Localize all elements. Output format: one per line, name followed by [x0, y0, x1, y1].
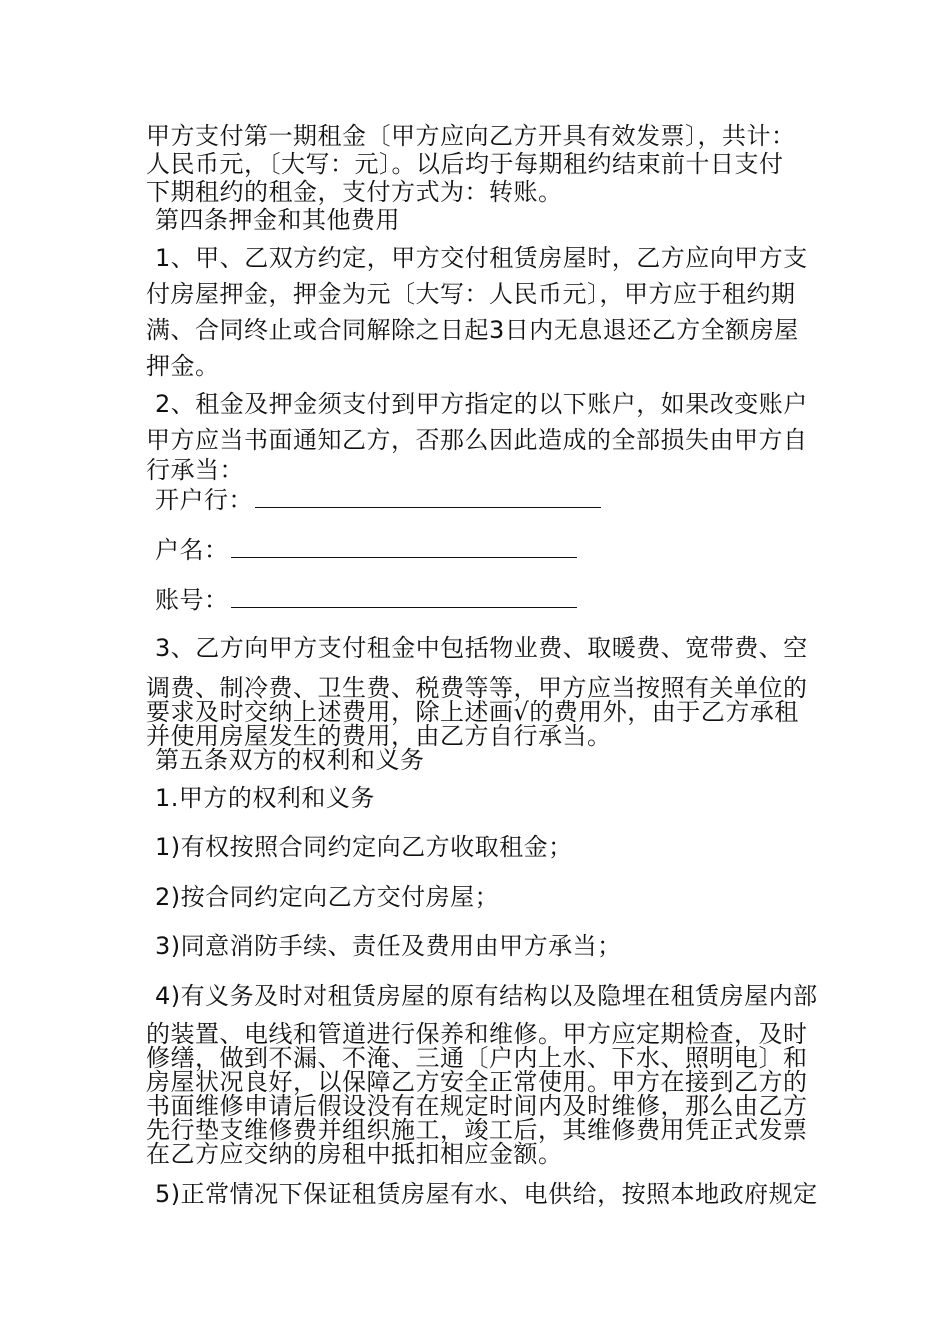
text-line: 书面维修申请后假设没有在规定时间内及时维修，那么由乙方 — [146, 1092, 808, 1120]
text-line: 4)有义务及时对租赁房屋的原有结构以及隐埋在租赁房屋内部 — [155, 982, 818, 1010]
account-name-label: 户名： — [155, 536, 229, 564]
bank-field-row — [155, 486, 601, 514]
text-line: 下期租约的租金，支付方式为：转账。 — [146, 178, 563, 206]
text-line: 1)有权按照合同约定向乙方收取租金； — [155, 833, 573, 861]
account-name-row — [155, 536, 577, 564]
text-line: 要求及时交纳上述费用，除上述画√的费用外，由于乙方承租 — [146, 698, 799, 726]
text-line: 行承当： — [146, 456, 244, 484]
text-line: 1、甲、乙双方约定，甲方交付租赁房屋时，乙方应向甲方支 — [155, 244, 808, 272]
account-number-row — [155, 586, 577, 614]
text-line: 1.甲方的权利和义务 — [155, 784, 375, 812]
section-heading: 第五条双方的权利和义务 — [155, 746, 425, 774]
text-line: 并使用房屋发生的费用，由乙方自行承当。 — [146, 722, 612, 750]
text-line: 人民币元，〔大写：元〕。以后均于每期租约结束前十日支付 — [146, 150, 784, 178]
section-heading: 第四条押金和其他费用 — [155, 206, 400, 234]
account-number-label: 账号： — [155, 586, 229, 614]
text-line: 修缮，做到不漏、不淹、三通〔户内上水、下水、照明电〕和 — [146, 1044, 808, 1072]
blank-line — [231, 537, 577, 558]
text-line: 先行垫支维修费并组织施工，竣工后，其维修费用凭正式发票 — [146, 1116, 808, 1144]
bank-label: 开户行： — [155, 486, 253, 514]
blank-line — [231, 587, 577, 608]
text-line: 房屋状况良好，以保障乙方安全正常使用。甲方在接到乙方的 — [146, 1068, 808, 1096]
text-line: 调费、制冷费、卫生费、税费等等，甲方应当按照有关单位的 — [146, 674, 808, 702]
text-line: 5)正常情况下保证租赁房屋有水、电供给，按照本地政府规定 — [155, 1180, 818, 1208]
text-line: 2、租金及押金须支付到甲方指定的以下账户，如果改变账户 — [155, 390, 808, 418]
text-line: 甲方应当书面通知乙方，否那么因此造成的全部损失由甲方自 — [146, 426, 808, 454]
text-line: 在乙方应交纳的房租中抵扣相应金额。 — [146, 1140, 563, 1168]
text-line: 押金。 — [146, 352, 220, 380]
text-line: 的装置、电线和管道进行保养和维修。甲方应定期检查，及时 — [146, 1020, 808, 1048]
text-line: 付房屋押金，押金为元〔大写：人民币元〕，甲方应于租约期 — [146, 280, 796, 308]
text-line: 3)同意消防手续、责任及费用由甲方承当； — [155, 932, 622, 960]
text-line: 3、乙方向甲方支付租金中包括物业费、取暖费、宽带费、空 — [155, 634, 808, 662]
text-line: 2)按合同约定向乙方交付房屋； — [155, 883, 500, 911]
text-line: 满、合同终止或合同解除之日起3日内无息退还乙方全额房屋 — [146, 316, 799, 344]
text-line: 甲方支付第一期租金〔甲方应向乙方开具有效发票〕，共计： — [146, 122, 796, 150]
blank-line — [255, 487, 601, 508]
